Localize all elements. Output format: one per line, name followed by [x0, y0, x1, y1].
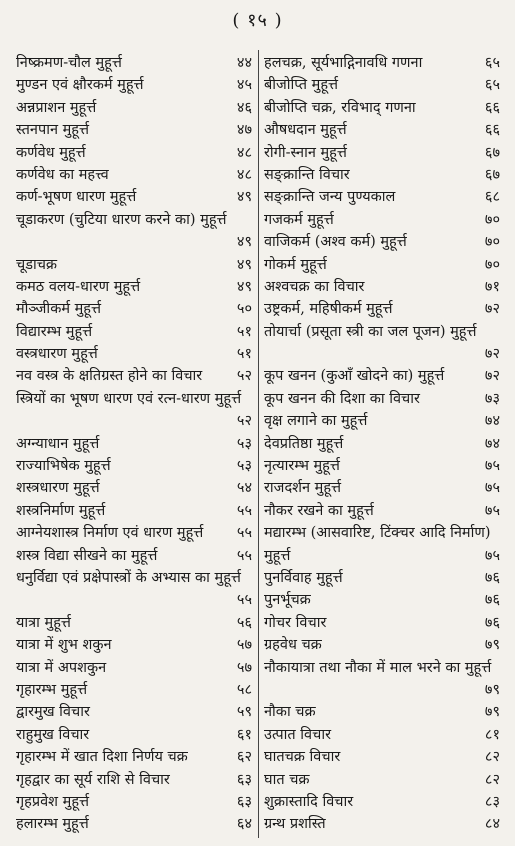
toc-entry — [264, 142, 500, 164]
toc-entry — [16, 365, 252, 387]
entry-title: गोकर्म मुहूर्त्त — [264, 256, 327, 273]
entry-title: वृक्ष लगाने का मुहूर्त्त — [264, 413, 368, 430]
toc-entry — [264, 769, 500, 791]
entry-title: चूडाचक्र — [16, 256, 58, 273]
entry-title: आग्नेयशास्त्र निर्माण एवं धारण मुहूर्त्त — [16, 525, 204, 542]
toc-entry — [264, 657, 500, 702]
toc-entry — [264, 813, 500, 835]
entry-page-number: ७६ — [484, 592, 500, 609]
entry-page-number: ५१ — [236, 346, 252, 363]
toc-entry — [16, 567, 252, 612]
entry-title: द्वारमुख विचार — [16, 704, 90, 721]
entry-title: गजकर्म मुहूर्त्त — [264, 211, 334, 228]
toc-entry — [264, 388, 500, 410]
entry-page-number: ८२ — [484, 771, 500, 788]
toc-entry — [264, 276, 500, 298]
entry-title: वस्त्रधारण मुहूर्त्त — [16, 346, 98, 363]
entry-page-number: ५५ — [236, 592, 252, 609]
toc-entry — [16, 455, 252, 477]
toc-entry — [16, 813, 252, 835]
entry-page-number: ५५ — [236, 502, 252, 519]
toc-entry — [264, 186, 500, 208]
entry-title: मद्यारम्भ (आसवारिष्ट, टिंक्चर आदि निर्माण) मुहूर्त्त — [264, 525, 491, 564]
entry-page-number: ५९ — [236, 704, 252, 721]
entry-page-number: ४८ — [236, 166, 252, 183]
entry-title: घात चक्र — [264, 771, 310, 788]
entry-page-number: ५० — [236, 301, 252, 318]
toc-entry — [16, 321, 252, 343]
entry-title: स्त्रियों का भूषण धारण एवं रत्न-धारण मुहूर्त्त — [16, 390, 242, 407]
entry-page-number: ६७ — [484, 166, 500, 183]
entry-page-number: ५१ — [236, 323, 252, 340]
entry-page-number: ५५ — [236, 547, 252, 564]
entry-page-number: ७९ — [484, 637, 500, 654]
entry-title: शस्त्र विद्या सीखने का मुहूर्त्त — [16, 547, 158, 564]
toc-entry — [264, 791, 500, 813]
entry-title: यात्रा में अपशकुन — [16, 659, 107, 676]
entry-title: राहुमुख विचार — [16, 726, 90, 743]
entry-page-number: ४९ — [236, 256, 252, 273]
entry-page-number: ७६ — [484, 570, 500, 586]
toc-entry — [264, 724, 500, 746]
entry-page-number: ८२ — [484, 749, 500, 766]
entry-title: देवप्रतिष्ठा मुहूर्त्त — [264, 435, 344, 452]
entry-page-number: ७९ — [484, 704, 500, 721]
entry-page-number: ७० — [484, 211, 500, 228]
entry-page-number: ४९ — [236, 278, 252, 295]
toc-entry — [16, 74, 252, 96]
entry-page-number: ७५ — [484, 480, 500, 497]
entry-page-number: ५६ — [236, 614, 252, 631]
entry-title: यात्रा में शुभ शकुन — [16, 637, 112, 654]
entry-page-number: ६७ — [484, 144, 500, 161]
toc-entry — [16, 52, 252, 74]
toc-entry — [264, 701, 500, 723]
toc-entry — [16, 500, 252, 522]
toc-entry — [264, 589, 500, 611]
entry-page-number: ५४ — [236, 480, 252, 497]
toc-entry — [264, 74, 500, 96]
entry-page-number: ५७ — [236, 659, 252, 676]
toc-entry — [264, 321, 500, 366]
entry-page-number: ६६ — [484, 122, 500, 139]
left-column — [16, 52, 252, 836]
entry-title: उत्पात विचार — [264, 726, 332, 743]
toc-entry — [16, 142, 252, 164]
toc-entry — [264, 164, 500, 186]
entry-title: हलचक्र, सूर्यभाद्गिनावधि गणना — [264, 55, 423, 71]
entry-title: गृहद्वार का सूर्य राशि से विचार — [16, 771, 170, 788]
entry-title: ग्रन्थ प्रशस्ति — [264, 816, 326, 833]
toc-entry — [16, 612, 252, 634]
entry-title: ग्रहवेध चक्र — [264, 637, 322, 654]
toc-entry — [264, 52, 500, 74]
entry-page-number: ७९ — [484, 681, 500, 698]
toc-entry — [16, 343, 252, 365]
toc-entry — [264, 298, 500, 320]
entry-title: मौञ्जीकर्म मुहूर्त्त — [16, 301, 101, 318]
entry-title: निष्क्रमण-चौल मुहूर्त्त — [16, 55, 122, 71]
toc-entry — [16, 791, 252, 813]
entry-title: चूडाकरण (चुटिया धारण करने का) मुहूर्त्त — [16, 211, 227, 228]
toc-entry — [264, 365, 500, 387]
entry-title: शस्त्रधारण मुहूर्त्त — [16, 480, 100, 497]
entry-title: तोयार्चा (प्रसूता स्त्री का जल पूजन) मुहूर्त्त — [264, 323, 477, 340]
toc-entry — [264, 119, 500, 141]
toc-entry — [264, 634, 500, 656]
entry-title: उष्ट्रकर्म, महिषीकर्म मुहूर्त्त — [264, 301, 393, 318]
entry-title: अश्वचक्र का विचार — [264, 278, 365, 295]
toc-entry — [16, 209, 252, 254]
entry-title: मुण्डन एवं क्षौरकर्म मुहूर्त्त — [16, 77, 144, 94]
entry-page-number: ७१ — [484, 278, 500, 295]
entry-title: हलारम्भ मुहूर्त्त — [16, 816, 89, 833]
toc-entry — [16, 545, 252, 567]
toc-entry — [16, 186, 252, 208]
entry-title: कर्णवेध मुहूर्त्त — [16, 144, 86, 161]
entry-title: कूप खनन (कुआँ खोदने का) मुहूर्त्त — [264, 368, 445, 385]
entry-page-number: ८१ — [484, 726, 500, 743]
entry-title: गृहारम्भ मुहूर्त्त — [16, 681, 88, 698]
toc-entry — [264, 231, 500, 253]
entry-page-number: ५२ — [236, 368, 252, 385]
entry-title: नौका चक्र — [264, 704, 316, 721]
toc-entry — [16, 298, 252, 320]
toc-entry — [16, 769, 252, 791]
toc-entry — [264, 746, 500, 768]
entry-title: राजदर्शन मुहूर्त्त — [264, 480, 342, 497]
toc-entry — [16, 388, 252, 433]
entry-page-number: ७२ — [484, 346, 500, 363]
entry-page-number: ५५ — [236, 525, 252, 542]
entry-page-number: ७५ — [484, 458, 500, 475]
entry-title: पुनर्भूचक्र — [264, 592, 311, 609]
toc-entry — [264, 254, 500, 276]
entry-page-number: ६४ — [236, 816, 252, 833]
toc-entry — [16, 477, 252, 499]
entry-page-number: ७० — [484, 234, 500, 251]
entry-page-number: ६६ — [484, 99, 500, 116]
entry-title: रोगी-स्नान मुहूर्त्त — [264, 144, 347, 161]
entry-page-number: ६३ — [236, 793, 252, 810]
entry-page-number: ७५ — [484, 547, 500, 564]
entry-title: नौकायात्रा तथा नौका में माल भरने का मुहूर्त्त — [264, 659, 492, 676]
entry-page-number: ४९ — [236, 189, 252, 206]
column-divider — [258, 50, 259, 838]
toc-entry — [264, 567, 500, 589]
entry-page-number: ५८ — [236, 681, 252, 698]
entry-page-number: ५३ — [236, 435, 252, 452]
entry-title: औषधदान मुहूर्त्त — [264, 122, 347, 139]
entry-page-number: ६२ — [236, 749, 252, 766]
entry-title: अन्नप्राशन मुहूर्त्त — [16, 99, 97, 116]
entry-title: अग्न्याधान मुहूर्त्त — [16, 435, 100, 452]
entry-title: गृहप्रवेश मुहूर्त्त — [16, 793, 90, 810]
entry-page-number: ८४ — [484, 816, 500, 833]
toc-entry — [264, 477, 500, 499]
entry-title: कर्णवेध का महत्त्व — [16, 166, 109, 183]
entry-title: शस्त्रनिर्माण मुहूर्त्त — [16, 502, 106, 519]
toc-entry — [16, 522, 252, 544]
entry-page-number: ८३ — [484, 793, 500, 810]
entry-page-number: ७४ — [484, 435, 500, 452]
entry-title: नव वस्त्र के क्षतिग्रस्त होने का विचार — [16, 368, 203, 385]
entry-title: नृत्यारम्भ मुहूर्त्त — [264, 458, 340, 475]
toc-entry — [16, 701, 252, 723]
entry-page-number: ५७ — [236, 637, 252, 654]
entry-page-number: ७४ — [484, 413, 500, 430]
entry-title: सङ्क्रान्ति विचार — [264, 166, 350, 183]
entry-page-number: ४८ — [236, 144, 252, 161]
entry-title: सङ्क्रान्ति जन्य पुण्यकाल — [264, 189, 396, 206]
toc-entry — [16, 634, 252, 656]
toc-entry — [16, 679, 252, 701]
toc-entry — [264, 455, 500, 477]
page-number: ( १५ ) — [232, 10, 283, 31]
entry-title: वाजिकर्म (अश्व कर्म) मुहूर्त्त — [264, 234, 407, 251]
toc-entry — [16, 119, 252, 141]
toc-entry — [16, 254, 252, 276]
entry-page-number: ६१ — [236, 726, 252, 743]
entry-page-number: ४९ — [236, 234, 252, 251]
entry-title: नौकर रखने का मुहूर्त्त — [264, 502, 374, 519]
entry-title: स्तनपान मुहूर्त्त — [16, 122, 89, 139]
entry-page-number: ६५ — [484, 54, 500, 71]
entry-page-number: ७३ — [484, 390, 500, 407]
entry-page-number: ६८ — [484, 189, 500, 206]
entry-title: बीजोप्ति चक्र, रविभाद् गणना — [264, 99, 416, 116]
entry-page-number: ५३ — [236, 458, 252, 475]
entry-page-number: ७० — [484, 256, 500, 273]
entry-title: कूप खनन की दिशा का विचार — [264, 390, 420, 407]
toc-entry — [16, 746, 252, 768]
entry-page-number: ७५ — [484, 502, 500, 519]
entry-page-number: ६५ — [484, 77, 500, 94]
entry-title: राज्याभिषेक मुहूर्त्त — [16, 458, 111, 475]
toc-entry — [264, 522, 500, 567]
right-column — [264, 52, 500, 836]
entry-page-number: ४६ — [236, 99, 252, 116]
toc-entry — [264, 97, 500, 119]
entry-title: कर्ण-भूषण धारण मुहूर्त्त — [16, 189, 137, 206]
entry-title: धनुर्विद्या एवं प्रक्षेपास्त्रों के अभ्यास का मुहूर्त्त — [16, 570, 241, 587]
toc-entry — [264, 500, 500, 522]
toc-entry — [16, 724, 252, 746]
entry-title: शुक्रास्तादि विचार — [264, 793, 354, 810]
entry-title: बीजोप्ति मुहूर्त्त — [264, 77, 339, 94]
entry-page-number: ७२ — [484, 368, 500, 385]
entry-title: यात्रा मुहूर्त्त — [16, 614, 71, 631]
toc-entry — [16, 433, 252, 455]
entry-title: पुनर्विवाह मुहूर्त्त — [264, 570, 343, 587]
entry-title: गोचर विचार — [264, 614, 327, 631]
toc-entry — [264, 612, 500, 634]
entry-title: कमठ वलय-धारण मुहूर्त्त — [16, 278, 141, 295]
toc-entry — [264, 433, 500, 455]
entry-page-number: ७६ — [484, 614, 500, 631]
entry-title: विद्यारम्भ मुहूर्त्त — [16, 323, 93, 340]
entry-page-number: ४५ — [236, 77, 252, 94]
entry-page-number: ४४ — [236, 54, 252, 71]
entry-title: घातचक्र विचार — [264, 749, 341, 766]
entry-page-number: ७२ — [484, 301, 500, 318]
entry-title: गृहारम्भ में खात दिशा निर्णय चक्र — [16, 749, 188, 766]
toc-entry — [16, 97, 252, 119]
toc-entry — [16, 657, 252, 679]
entry-page-number: ६३ — [236, 771, 252, 788]
toc-entry — [16, 164, 252, 186]
entry-page-number: ४७ — [236, 122, 252, 139]
toc-entry — [264, 410, 500, 432]
toc-entry — [16, 276, 252, 298]
entry-page-number: ५२ — [236, 413, 252, 430]
toc-entry — [264, 209, 500, 231]
